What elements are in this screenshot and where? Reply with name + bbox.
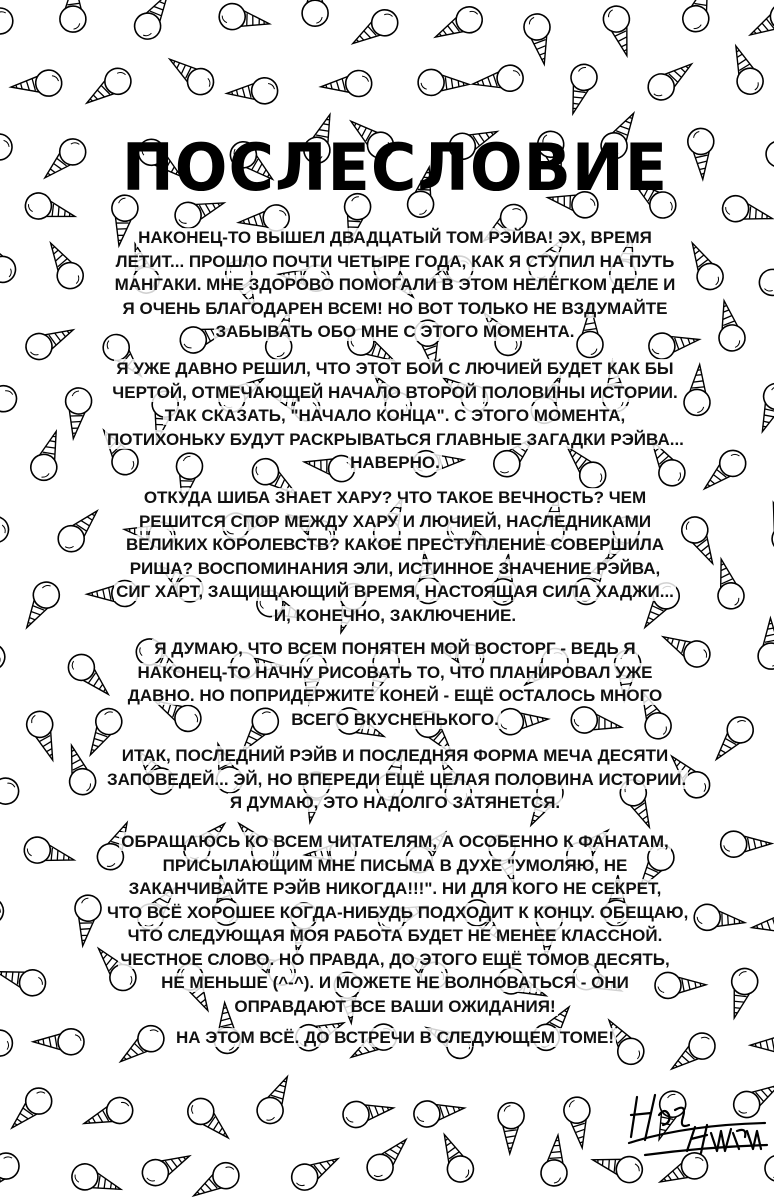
text-line: НЕ МЕНЬШЕ (^-^). И МОЖЕТЕ НЕ ВОЛНОВАТЬСЯ - ОНИ (161, 973, 629, 992)
text-line: ЧЕСТНОЕ СЛОВО. НО ПРАВДА, ДО ЭТОГО ЕЩЁ ТОМОВ ДЕСЯТЬ, (120, 949, 670, 969)
text-line: ДАВНО. НО ПОПРИДЕРЖИТЕ КОНЕЙ - ЕЩЁ ОСТАЛОСЬ МНОГО (127, 686, 663, 705)
text-line: Я ДУМАЮ, ЧТО ВСЕМ ПОНЯТЕН МОЙ ВОСТОРГ - ВЕДЬ Я (154, 639, 636, 658)
text-line: НАКОНЕЦ-ТО НАЧНУ РИСОВАТЬ ТО, ЧТО ПЛАНИРОВАЛ УЖЕ (137, 662, 653, 682)
text-line: ЧЕРТОЙ, ОТМЕЧАЮЩЕЙ НАЧАЛО ВТОРОЙ ПОЛОВИНЫ ИСТОРИИ. (112, 382, 678, 402)
text-line: И, КОНЕЧНО, ЗАКЛЮЧЕНИЕ. (273, 605, 517, 625)
text-line: ЛЕТИТ... ПРОШЛО ПОЧТИ ЧЕТЫРЕ ГОДА, КАК Я СТУПИЛ НА ПУТЬ (115, 251, 675, 271)
text-line: ВСЕГО ВКУСНЕНЬКОГО. (291, 709, 499, 729)
text-line: ЗАПОВЕДЕЙ... ЭЙ, НО ВПЕРЕДИ ЕЩЁ ЦЕЛАЯ ПОЛОВИНА ИСТОРИИ. (107, 769, 687, 789)
text-line: ПОТИХОНЬКУ БУДУТ РАСКРЫВАТЬСЯ ГЛАВНЫЕ ЗАГАДКИ РЭЙВА... (107, 429, 684, 449)
text-line: ВЕЛИКИХ КОРОЛЕВСТВ? КАКОЕ ПРЕСТУПЛЕНИЕ СОВЕРШИЛА (125, 535, 665, 554)
text-line: ЗАКАНЧИВАЙТЕ РЭЙВ НИКОГДА!!!". НИ ДЛЯ КОГО НЕ СЕКРЕТ, (128, 879, 662, 898)
paragraph-4 (105, 637, 685, 731)
text-line: ЧТО СЛЕДУЮЩАЯ МОЯ РАБОТА БУДЕТ НЕ МЕНЕЕ КЛАССНОЙ. (127, 926, 663, 945)
text-line: ЗАБЫВАТЬ ОБО МНЕ С ЭТОГО МОМЕНТА. (215, 322, 575, 341)
text-line: ОБРАЩАЮСЬ КО ВСЕМ ЧИТАТЕЛЯМ, А ОСОБЕННО К ФАНАТАМ, (121, 832, 669, 851)
text-line: НА ЭТОМ ВСЁ. ДО ВСТРЕЧИ В СЛЕДУЮЩЕМ ТОМЕ! (175, 1028, 615, 1047)
paragraph-3 (105, 486, 685, 627)
paragraph-1 (105, 226, 685, 344)
text-line: Я ДУМАЮ, ЭТО НАДОЛГО ЗАТЯНЕТСЯ. (229, 793, 561, 812)
text-line: СИГ ХАРТ, ЗАЩИЩАЮЩИЙ ВРЕМЯ, НАСТОЯЩАЯ СИЛА ХАДЖИ... (116, 582, 674, 601)
paragraph-7 (105, 1026, 685, 1050)
text-line: НАВЕРНО. (350, 453, 440, 472)
text-line: ИТАК, ПОСЛЕДНИЙ РЭЙВ И ПОСЛЕДНЯЯ ФОРМА МЕЧА ДЕСЯТИ (121, 746, 669, 765)
text-line: ОПРАВДАЮТ ВСЕ ВАШИ ОЖИДАНИЯ! (234, 996, 556, 1016)
text-line: ПРИСЫЛАЮЩИМ МНЕ ПИСЬМА В ДУХЕ "УМОЛЯЮ, НЕ (162, 855, 628, 875)
paragraph-5 (105, 744, 685, 815)
text-line: МАНГАКИ. МНЕ ЗДОРОВО ПОМОГАЛИ В ЭТОМ НЕЛЁГКОМ ДЕЛЕ И (114, 275, 676, 294)
author-signature (625, 1085, 770, 1165)
text-line: ЧТО ВСЁ ХОРОШЕЕ КОГДА-НИБУДЬ ПОДХОДИТ К КОНЦУ. ОБЕЩАЮ, (107, 902, 689, 922)
title-banner (120, 125, 670, 210)
text-line: Я ОЧЕНЬ БЛАГОДАРЕН ВСЕМ! НО ВОТ ТОЛЬКО НЕ ВЗДУМАЙТЕ (122, 298, 668, 318)
paragraph-2 (105, 357, 685, 475)
text-line: ТАК СКАЗАТЬ, "НАЧАЛО КОНЦА". С ЭТОГО МОМЕНТА, (164, 406, 626, 425)
text-line: ОТКУДА ШИБА ЗНАЕТ ХАРУ? ЧТО ТАКОЕ ВЕЧНОСТЬ? ЧЕМ (143, 488, 647, 507)
text-line: РИША? ВОСПОМИНАНИЯ ЭЛИ, ИСТИННОЕ ЗНАЧЕНИЕ РЭЙВА, (129, 558, 661, 578)
text-line: НАКОНЕЦ-ТО ВЫШЕЛ ДВАДЦАТЫЙ ТОМ РЭЙВА! ЭХ, ВРЕМЯ (138, 228, 652, 247)
text-line: Я УЖЕ ДАВНО РЕШИЛ, ЧТО ЭТОТ БОЙ С ЛЮЧИЕЙ БУДЕТ КАК БЫ (116, 359, 674, 378)
text-line: РЕШИТСЯ СПОР МЕЖДУ ХАРУ И ЛЮЧИЕЙ, НАСЛЕДНИКАМИ (138, 511, 652, 531)
paragraph-6 (105, 830, 689, 1018)
page-title: ПОСЛЕСЛОВИЕ (121, 129, 669, 206)
